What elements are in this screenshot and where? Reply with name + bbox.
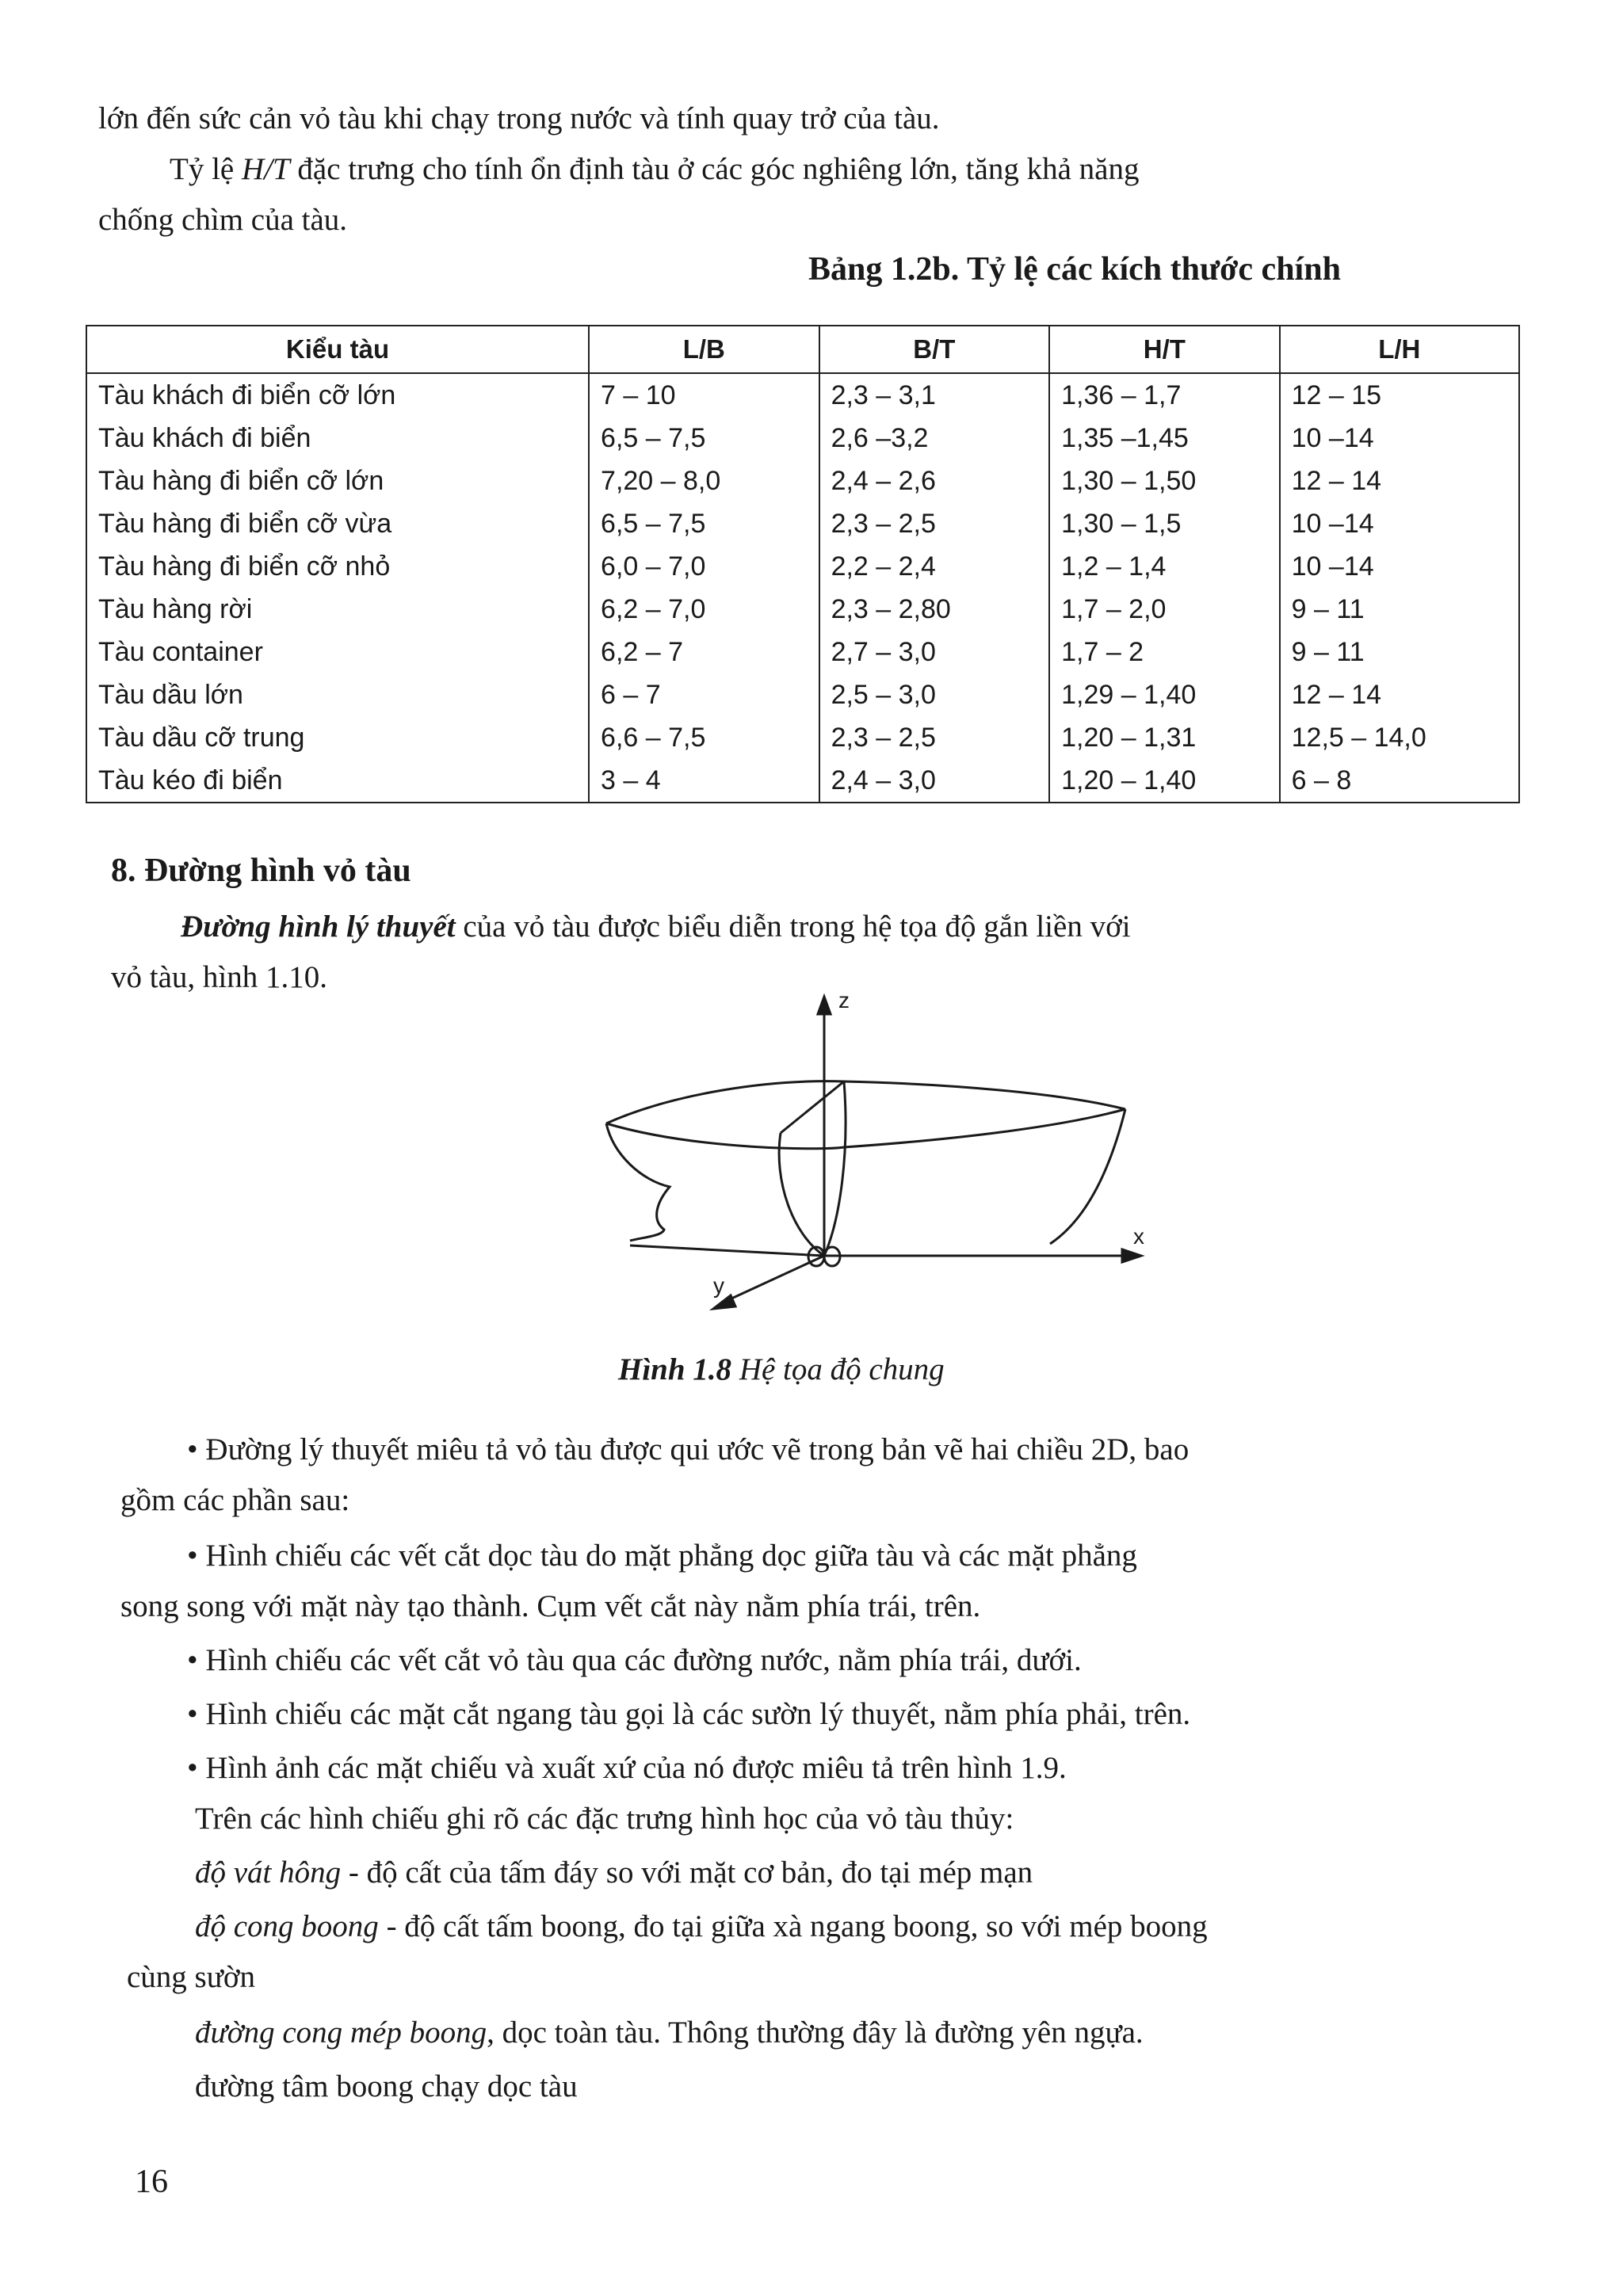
intro-line-1: [98, 95, 940, 143]
section-text-2: vỏ tàu, hình 1.10.: [111, 960, 327, 994]
cell-h-t: 1,35 –1,45: [1049, 417, 1280, 460]
header-l-h: L/H: [1280, 326, 1519, 373]
table-header-row: [86, 326, 1519, 373]
cell-b-t: 2,3 – 2,5: [819, 502, 1050, 545]
cell-ship-type: Tàu dầu cỡ trung: [86, 716, 589, 759]
cell-l-b: 6,0 – 7,0: [589, 545, 819, 588]
figure-caption: [618, 1352, 945, 1387]
definition-1: [195, 1849, 1033, 1897]
cell-l-h: 10 –14: [1280, 502, 1519, 545]
table-row: [86, 588, 1519, 631]
header-l-b: L/B: [589, 326, 819, 373]
x-axis-arrow-icon: [1122, 1249, 1141, 1262]
bullet-3: [187, 1637, 1082, 1684]
ship-ratio-table: [86, 325, 1520, 803]
cell-b-t: 2,5 – 3,0: [819, 673, 1050, 716]
bullet-1-line-2-text: gồm các phần sau:: [120, 1483, 350, 1517]
cell-l-b: 6,5 – 7,5: [589, 502, 819, 545]
cell-h-t: 1,29 – 1,40: [1049, 673, 1280, 716]
cell-ship-type: Tàu hàng đi biển cỡ vừa: [86, 502, 589, 545]
cell-h-t: 1,2 – 1,4: [1049, 545, 1280, 588]
table-row: [86, 417, 1519, 460]
header-b-t: B/T: [819, 326, 1050, 373]
cell-h-t: 1,30 – 1,5: [1049, 502, 1280, 545]
z-axis-arrow-icon: [818, 997, 831, 1014]
cell-l-b: 6 – 7: [589, 673, 819, 716]
cell-b-t: 2,7 – 3,0: [819, 631, 1050, 673]
definition-2-line-2: [127, 1954, 255, 2001]
axis-y-label: y: [713, 1273, 724, 1298]
hull-deck-line: [606, 1081, 1125, 1123]
ratio-variable: H/T: [241, 152, 290, 186]
cell-b-t: 2,4 – 3,0: [819, 759, 1050, 803]
cell-b-t: 2,4 – 2,6: [819, 460, 1050, 502]
cell-l-h: 12 – 15: [1280, 373, 1519, 417]
cell-ship-type: Tàu khách đi biển: [86, 417, 589, 460]
midship-frame-left: [779, 1133, 824, 1256]
cell-h-t: 1,20 – 1,31: [1049, 716, 1280, 759]
hull-stern-line: [1050, 1109, 1125, 1244]
hull-sheer-line: [606, 1109, 1125, 1149]
definition-2-term: độ cong boong: [195, 1909, 379, 1943]
cell-ship-type: Tàu dầu lớn: [86, 673, 589, 716]
table-row: [86, 502, 1519, 545]
bullet-5-text: • Hình ảnh các mặt chiếu và xuất xứ của nó được miêu tả trên hình 1.9.: [187, 1751, 1067, 1785]
cell-ship-type: Tàu hàng rời: [86, 588, 589, 631]
cell-ship-type: Tàu hàng đi biển cỡ lớn: [86, 460, 589, 502]
cell-ship-type: Tàu khách đi biển cỡ lớn: [86, 373, 589, 417]
definition-4-text: đường tâm boong chạy dọc tàu: [195, 2069, 578, 2103]
cell-ship-type: Tàu hàng đi biển cỡ nhỏ: [86, 545, 589, 588]
figure-caption-label: Hình 1.8: [618, 1352, 732, 1386]
cell-b-t: 2,3 – 2,5: [819, 716, 1050, 759]
table-row: [86, 460, 1519, 502]
page-number: 16: [135, 2164, 168, 2200]
cell-l-b: 7,20 – 8,0: [589, 460, 819, 502]
header-h-t: H/T: [1049, 326, 1280, 373]
cell-h-t: 1,30 – 1,50: [1049, 460, 1280, 502]
intro-line-1-text: lớn đến sức cản vỏ tàu khi chạy trong nước và tính quay trở của tàu.: [98, 101, 940, 135]
table-row: [86, 373, 1519, 417]
bullet-2-line-1-text: • Hình chiếu các vết cắt dọc tàu do mặt phẳng dọc giữa tàu và các mặt phẳng: [187, 1539, 1137, 1573]
definition-2-text: - độ cất tấm boong, đo tại giữa xà ngang boong, so với mép boong: [378, 1909, 1208, 1943]
section-text-1: của vỏ tàu được biểu diễn trong hệ tọa độ gắn liền với: [455, 910, 1131, 944]
cell-b-t: 2,3 – 3,1: [819, 373, 1050, 417]
bullet-3-text: • Hình chiếu các vết cắt vỏ tàu qua các đường nước, nằm phía trái, dưới.: [187, 1643, 1082, 1677]
y-axis-line: [721, 1256, 824, 1303]
cell-l-h: 10 –14: [1280, 417, 1519, 460]
bullet-2-line-2: [120, 1583, 980, 1630]
cell-l-h: 12 – 14: [1280, 460, 1519, 502]
table-caption: Bảng 1.2b. Tỷ lệ các kích thước chính: [808, 251, 1341, 288]
bullet-2-line-2-text: song song với mặt này tạo thành. Cụm vết cắt này nằm phía trái, trên.: [120, 1589, 981, 1623]
cell-l-b: 6,2 – 7: [589, 631, 819, 673]
section-line-2: [111, 954, 327, 1001]
cell-l-b: 6,2 – 7,0: [589, 588, 819, 631]
cell-h-t: 1,7 – 2: [1049, 631, 1280, 673]
axis-z-label: z: [838, 988, 850, 1013]
ratio-pre-text: Tỷ lệ: [170, 152, 242, 186]
intro-line-3-text: chống chìm của tàu.: [98, 203, 348, 237]
definition-2-line-2-text: cùng sườn: [127, 1960, 255, 1994]
axis-x-label: x: [1133, 1224, 1144, 1249]
cell-h-t: 1,7 – 2,0: [1049, 588, 1280, 631]
definition-3-text: , dọc toàn tàu. Thông thường đây là đường yên ngựa.: [487, 2016, 1144, 2050]
bullet-4-text: • Hình chiếu các mặt cắt ngang tàu gọi là các sườn lý thuyết, nằm phía phải, trên.: [187, 1697, 1191, 1731]
table-row: [86, 759, 1519, 803]
section-heading: 8. Đường hình vỏ tàu: [111, 852, 411, 889]
ratio-post-text: đặc trưng cho tính ổn định tàu ở các góc nghiêng lớn, tăng khả năng: [289, 152, 1140, 186]
bullet-5: [187, 1745, 1067, 1792]
intro-line-3: [98, 196, 347, 244]
table-row: [86, 716, 1519, 759]
cell-l-h: 12,5 – 14,0: [1280, 716, 1519, 759]
cell-l-b: 6,5 – 7,5: [589, 417, 819, 460]
bullet-1-line-2: [120, 1477, 349, 1524]
hull-coordinate-figure: [586, 982, 1189, 1331]
cell-l-b: 7 – 10: [589, 373, 819, 417]
definition-1-term: độ vát hông: [195, 1855, 342, 1890]
bullet-1-line-1: [187, 1426, 1189, 1474]
cell-l-h: 10 –14: [1280, 545, 1519, 588]
midship-deck-line: [781, 1081, 844, 1133]
paragraph-characteristics: [195, 1795, 1014, 1843]
bullet-1-line-1-text: • Đường lý thuyết miêu tả vỏ tàu được qui ước vẽ trong bản vẽ hai chiều 2D, bao: [187, 1432, 1190, 1466]
table-row: [86, 545, 1519, 588]
bullet-2-line-1: [187, 1532, 1137, 1580]
definition-2: [195, 1903, 1208, 1951]
definition-3-term: đường cong mép boong: [195, 2016, 487, 2050]
cell-l-h: 6 – 8: [1280, 759, 1519, 803]
definition-3: [195, 2009, 1144, 2057]
cell-l-h: 9 – 11: [1280, 631, 1519, 673]
cell-l-h: 9 – 11: [1280, 588, 1519, 631]
cell-ship-type: Tàu kéo đi biển: [86, 759, 589, 803]
hull-keel-line: [630, 1245, 824, 1256]
section-line-1: [181, 903, 1131, 951]
cell-l-b: 3 – 4: [589, 759, 819, 803]
table-row: [86, 631, 1519, 673]
bullet-4: [187, 1691, 1190, 1738]
paragraph-characteristics-text: Trên các hình chiếu ghi rõ các đặc trưng hình học của vỏ tàu thủy:: [195, 1802, 1014, 1836]
midship-frame-right: [824, 1081, 846, 1256]
definition-1-text: - độ cất của tấm đáy so với mặt cơ bản, đo tại mép mạn: [341, 1855, 1033, 1890]
cell-l-h: 12 – 14: [1280, 673, 1519, 716]
table-row: [86, 673, 1519, 716]
hull-bow-line: [606, 1123, 670, 1241]
hull-diagram: [586, 982, 1189, 1331]
cell-l-b: 6,6 – 7,5: [589, 716, 819, 759]
section-term: Đường hình lý thuyết: [181, 910, 456, 944]
header-ship-type: Kiểu tàu: [86, 326, 589, 373]
intro-line-2: [170, 146, 1139, 193]
cell-h-t: 1,36 – 1,7: [1049, 373, 1280, 417]
cell-h-t: 1,20 – 1,40: [1049, 759, 1280, 803]
definition-4: [195, 2063, 578, 2111]
cell-b-t: 2,3 – 2,80: [819, 588, 1050, 631]
cell-ship-type: Tàu container: [86, 631, 589, 673]
cell-b-t: 2,2 – 2,4: [819, 545, 1050, 588]
figure-caption-text: Hệ tọa độ chung: [731, 1352, 945, 1386]
cell-b-t: 2,6 –3,2: [819, 417, 1050, 460]
